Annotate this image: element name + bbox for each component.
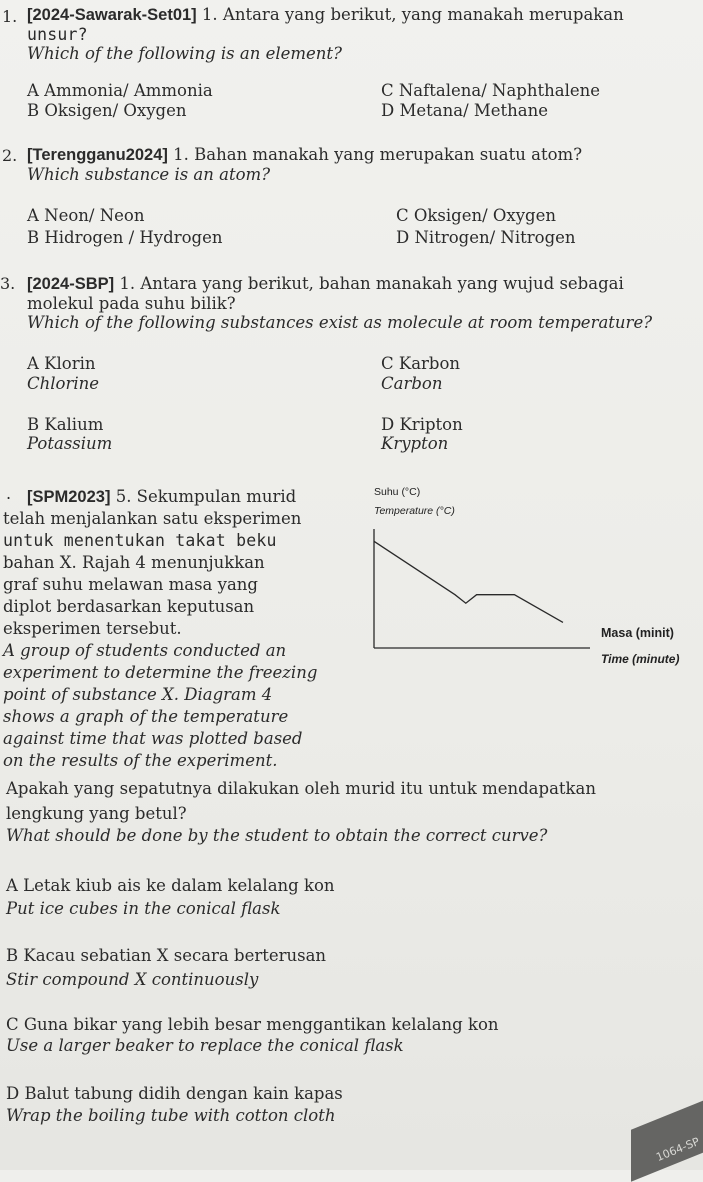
- q1-option-d: D Metana/ Methane: [381, 101, 549, 120]
- temperature-time-graph: [360, 480, 700, 675]
- q4-stem-line-4: bahan X. Rajah 4 menunjukkan: [3, 553, 265, 572]
- q2-option-a: A Neon/ Neon: [27, 206, 145, 225]
- q2-stem-en: Which substance is an atom?: [27, 165, 271, 184]
- q3-option-d-en: Krypton: [381, 434, 449, 453]
- y-axis-label-ms: Suhu (°C): [374, 486, 421, 498]
- q2-option-c: C Oksigen/ Oxygen: [396, 206, 557, 225]
- x-axis-label-en: Time (minute): [601, 652, 680, 666]
- q3-option-b-ms: B Kalium: [27, 415, 104, 434]
- q4-stem-line-2: telah menjalankan satu eksperimen: [3, 509, 302, 528]
- q4-option-a-ms: A Letak kiub ais ke dalam kelalang kon: [6, 876, 335, 895]
- q4-stem-line-3: untuk menentukan takat beku: [3, 531, 277, 550]
- q3-option-a-en: Chlorine: [27, 374, 100, 393]
- q4-stem-line-1: [SPM2023] 5. Sekumpulan murid: [27, 487, 297, 506]
- q4-stem-en-3: point of substance X. Diagram 4: [3, 685, 273, 704]
- q1-stem-ms-text: 1. Antara yang berikut, yang manakah merupakan: [196, 5, 624, 24]
- q4-question-ms-1: Apakah yang sepatutnya dilakukan oleh murid itu untuk mendapatkan: [6, 779, 597, 798]
- q4-option-d-en: Wrap the boiling tube with cotton cloth: [6, 1106, 336, 1125]
- q4-stem-line-5: graf suhu melawan masa yang: [3, 575, 258, 594]
- q4-question-ms-2: lengkung yang betul?: [6, 804, 187, 823]
- q4-stem-en-2: experiment to determine the freezing: [3, 663, 318, 682]
- q3-tag: [2024-SBP]: [27, 275, 115, 293]
- q4-option-a-en: Put ice cubes in the conical flask: [6, 899, 281, 918]
- q1-option-b: B Oksigen/ Oxygen: [27, 101, 187, 120]
- cooling-curve: [374, 541, 563, 622]
- q2-number: 2.: [2, 146, 18, 165]
- q3-stem-ms-2: molekul pada suhu bilik?: [27, 294, 236, 313]
- q3-option-a-ms: A Klorin: [27, 354, 96, 373]
- q1-option-c: C Naftalena/ Naphthalene: [381, 81, 601, 100]
- q1-stem-en: Which of the following is an element?: [27, 44, 342, 63]
- q3-stem-en: Which of the following substances exist as molecule at room temperature?: [27, 313, 653, 332]
- q4-stem-en-5: against time that was plotted based: [3, 729, 303, 748]
- q3-option-d-ms: D Kripton: [381, 415, 463, 434]
- q3-stem-ms: [2024-SBP] 1. Antara yang berikut, bahan manakah yang wujud sebagai: [27, 274, 624, 293]
- q4-tag: [SPM2023]: [27, 488, 111, 506]
- q3-option-c-en: Carbon: [381, 374, 443, 393]
- q2-stem-ms: [Terengganu2024] 1. Bahan manakah yang merupakan suatu atom?: [27, 145, 583, 164]
- q1-option-a: A Ammonia/ Ammonia: [27, 81, 213, 100]
- q4-stem-en-4: shows a graph of the temperature: [3, 707, 289, 726]
- q4-stem-en-1: A group of students conducted an: [3, 641, 287, 660]
- q4-stem-line-6: diplot berdasarkan keputusan: [3, 597, 255, 616]
- q4-option-c-en: Use a larger beaker to replace the conical flask: [6, 1036, 404, 1055]
- q1-stem-ms: [27, 5, 624, 25]
- q2-option-d: D Nitrogen/ Nitrogen: [396, 228, 576, 247]
- q4-option-b-en: Stir compound X continuously: [6, 970, 259, 989]
- q3-number: 3.: [0, 274, 16, 293]
- q4-stem-en-6: on the results of the experiment.: [3, 751, 278, 770]
- q3-option-b-en: Potassium: [27, 434, 113, 453]
- x-axis-label-ms: Masa (minit): [601, 626, 674, 640]
- q4-stem-line-7: eksperimen tersebut.: [3, 619, 182, 638]
- y-axis-label-en: Temperature (°C): [374, 505, 455, 517]
- q4-option-b-ms: B Kacau sebatian X secara berterusan: [6, 946, 327, 965]
- q1-stem-ms-2: unsur?: [27, 25, 88, 44]
- q2-option-b: B Hidrogen / Hydrogen: [27, 228, 223, 247]
- q4-option-d-ms: D Balut tabung didih dengan kain kapas: [6, 1084, 343, 1103]
- q2-tag: [Terengganu2024]: [27, 146, 168, 164]
- q4-option-c-ms: C Guna bikar yang lebih besar menggantikan kelalang kon: [6, 1015, 499, 1034]
- q4-number: .: [6, 484, 12, 503]
- q3-option-c-ms: C Karbon: [381, 354, 461, 373]
- page-corner-code: 1064-SP: [654, 1134, 702, 1165]
- q1-tag: [2024-Sawarak-Set01]: [27, 6, 197, 24]
- q4-question-en: What should be done by the student to obtain the correct curve?: [6, 826, 548, 845]
- q1-number: 1.: [2, 7, 18, 26]
